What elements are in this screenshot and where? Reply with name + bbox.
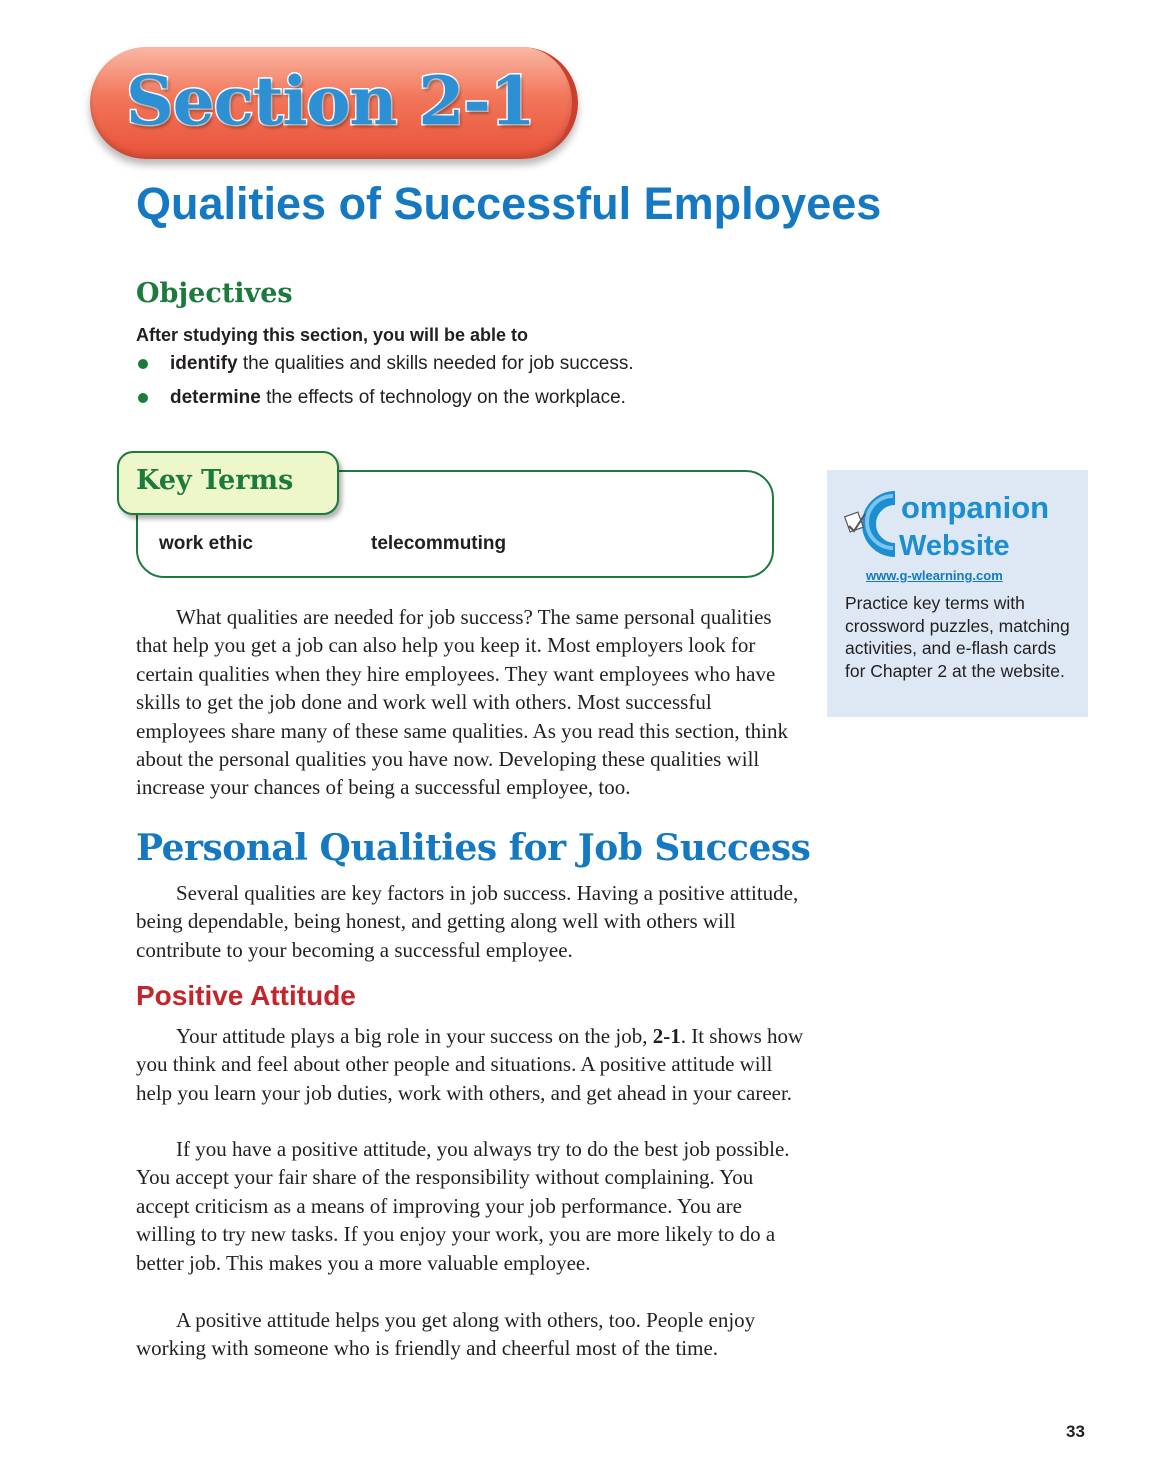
companion-website-logo (843, 484, 1050, 570)
page-title: Qualities of Successful Employees (136, 178, 882, 229)
objective-item (136, 351, 634, 385)
objective-verb: determine (170, 387, 261, 408)
objective-item (136, 385, 634, 419)
attitude-p1-before: Your attitude plays a big role in your success on the job, (176, 1024, 653, 1048)
key-term: telecommuting (371, 533, 507, 554)
attitude-paragraph-2: If you have a positive attitude, you always try to do the best job possible. You accept your fair share of the responsibility without complaining. You accept criticism as a means of improving your job performance. You are willing to try new tasks. If you enjoy your work, you are more likely to do a better job. This makes you a more valuable employee. (136, 1137, 790, 1275)
attitude-paragraph-3: A positive attitude helps you get along with others, too. People enjoy working with someone who is friendly and cheerful most of the time. (136, 1308, 756, 1361)
page-number: 33 (1066, 1422, 1085, 1441)
companion-logo-line2: Website (899, 530, 1010, 562)
attitude-paragraph-1 (136, 1022, 806, 1107)
section-banner-label: Section 2-1 (126, 62, 535, 140)
attitude-p1-after: . It shows how you think and feel about other people and situations. A positive attitude will help you learn your job duties, work with others, and get ahead in your career. (136, 1024, 804, 1105)
section-paragraph: Several qualities are key factors in job success. Having a positive attitude, being dependable, being honest, and getting along well with others will contribute to your becoming a successful employee. (136, 881, 799, 962)
bullet-icon (138, 359, 148, 369)
intro-paragraph: What qualities are needed for job success? The same personal qualities that help you get a job can also help you keep it. Most employers look for certain qualities when they hire employees. They want employees who have skills to get the job done and work well with others. Most successful employees share many of these same qualities. As you read this section, think about the personal qualities you have now. Developing these qualities will increase your chances of being a successful employee, too. (136, 605, 789, 800)
objective-verb: identify (170, 353, 238, 374)
bullet-icon (138, 393, 148, 403)
objectives-heading: Objectives (136, 278, 293, 309)
objective-text: the effects of technology on the workplace. (260, 387, 626, 408)
companion-description: Practice key terms with crossword puzzles, matching activities, and e-flash cards for Chapter 2 at the website. (845, 593, 1070, 681)
objectives-intro: After studying this section, you will be able to (136, 325, 529, 345)
subsection-heading: Positive Attitude (136, 980, 356, 1011)
companion-c-icon (843, 484, 903, 564)
companion-website-link[interactable]: www.g-wlearning.com (866, 568, 1003, 583)
companion-logo-line1: ompanion (901, 490, 1050, 525)
key-terms-label: Key Terms (136, 465, 294, 496)
objective-text: the qualities and skills needed for job success. (237, 353, 634, 374)
figure-reference: 2-1 (652, 1024, 681, 1048)
key-term: work ethic (159, 533, 253, 554)
section-heading: Personal Qualities for Job Success (136, 827, 811, 869)
objectives-list (136, 351, 634, 419)
